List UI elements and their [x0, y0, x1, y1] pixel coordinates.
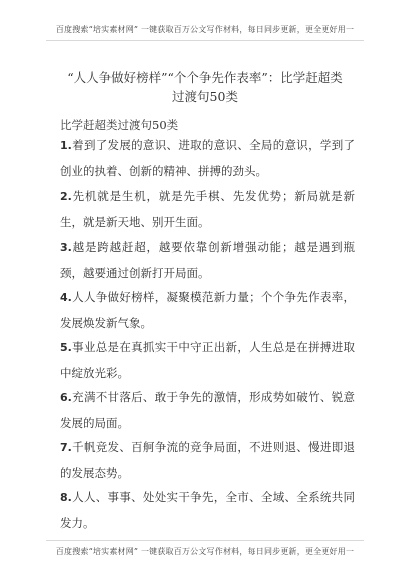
item-text: 千帆竞发、百舸争流的竞争局面，不进则退、慢进即退的发展态势。: [60, 440, 355, 480]
document-title-line-1: “人人争做好榜样”“个个争先作表率”：比学赶超类: [67, 70, 343, 85]
list-item: [60, 235, 355, 286]
page-header: 百度搜索“培实素材网” 一键获取百万公文写作材料，每日同步更新，更全更好用一: [55, 25, 355, 34]
item-number: 7.: [60, 441, 72, 454]
item-text: 越是跨越赶超，越要依靠创新增强动能；越是遇到瓶颈，越要通过创新打开局面。: [60, 240, 355, 280]
header-divider: [46, 40, 364, 41]
list-item: [60, 285, 355, 336]
list-item: [60, 184, 355, 235]
item-text: 事业总是在真抓实干中守正出新，人生总是在拼搏进取中绽放光彩。: [60, 340, 355, 380]
page-footer: 百度搜索“培实素材网” 一键获取百万公文写作材料，每日同步更新，更全更好用一: [55, 547, 355, 556]
item-text: 人人争做好榜样，凝聚模范新力量；个个争先作表率，发展焕发新气象。: [60, 290, 355, 330]
item-number: 4.: [60, 291, 72, 304]
section-heading: 比学赶超类过渡句50类: [60, 118, 179, 132]
item-text: 先机就是生机，就是先手棋、先发优势；新局就是新生，就是新天地、别开生面。: [60, 189, 355, 229]
item-number: 8.: [60, 491, 72, 504]
item-number: 1.: [60, 139, 72, 152]
list-item: [60, 435, 355, 486]
item-text: 充满不甘落后、敢于争先的激情，形成势如破竹、锐意发展的局面。: [60, 390, 355, 430]
list-item: [60, 385, 355, 436]
document-title-line-2: 过渡句50类: [172, 89, 238, 104]
item-number: 5.: [60, 341, 72, 354]
list-item: [60, 335, 355, 386]
item-number: 6.: [60, 391, 72, 404]
list-item: [60, 133, 355, 184]
list-item: [60, 485, 355, 536]
item-text: 人人、事事、处处实干争先，全市、全域、全系统共同发力。: [60, 490, 355, 530]
item-text: 着到了发展的意识、进取的意识、全局的意识，学到了创业的执着、创新的精神、拼搏的劲头。: [60, 138, 355, 178]
item-number: 3.: [60, 241, 72, 254]
item-number: 2.: [60, 190, 72, 203]
footer-divider: [46, 540, 364, 541]
